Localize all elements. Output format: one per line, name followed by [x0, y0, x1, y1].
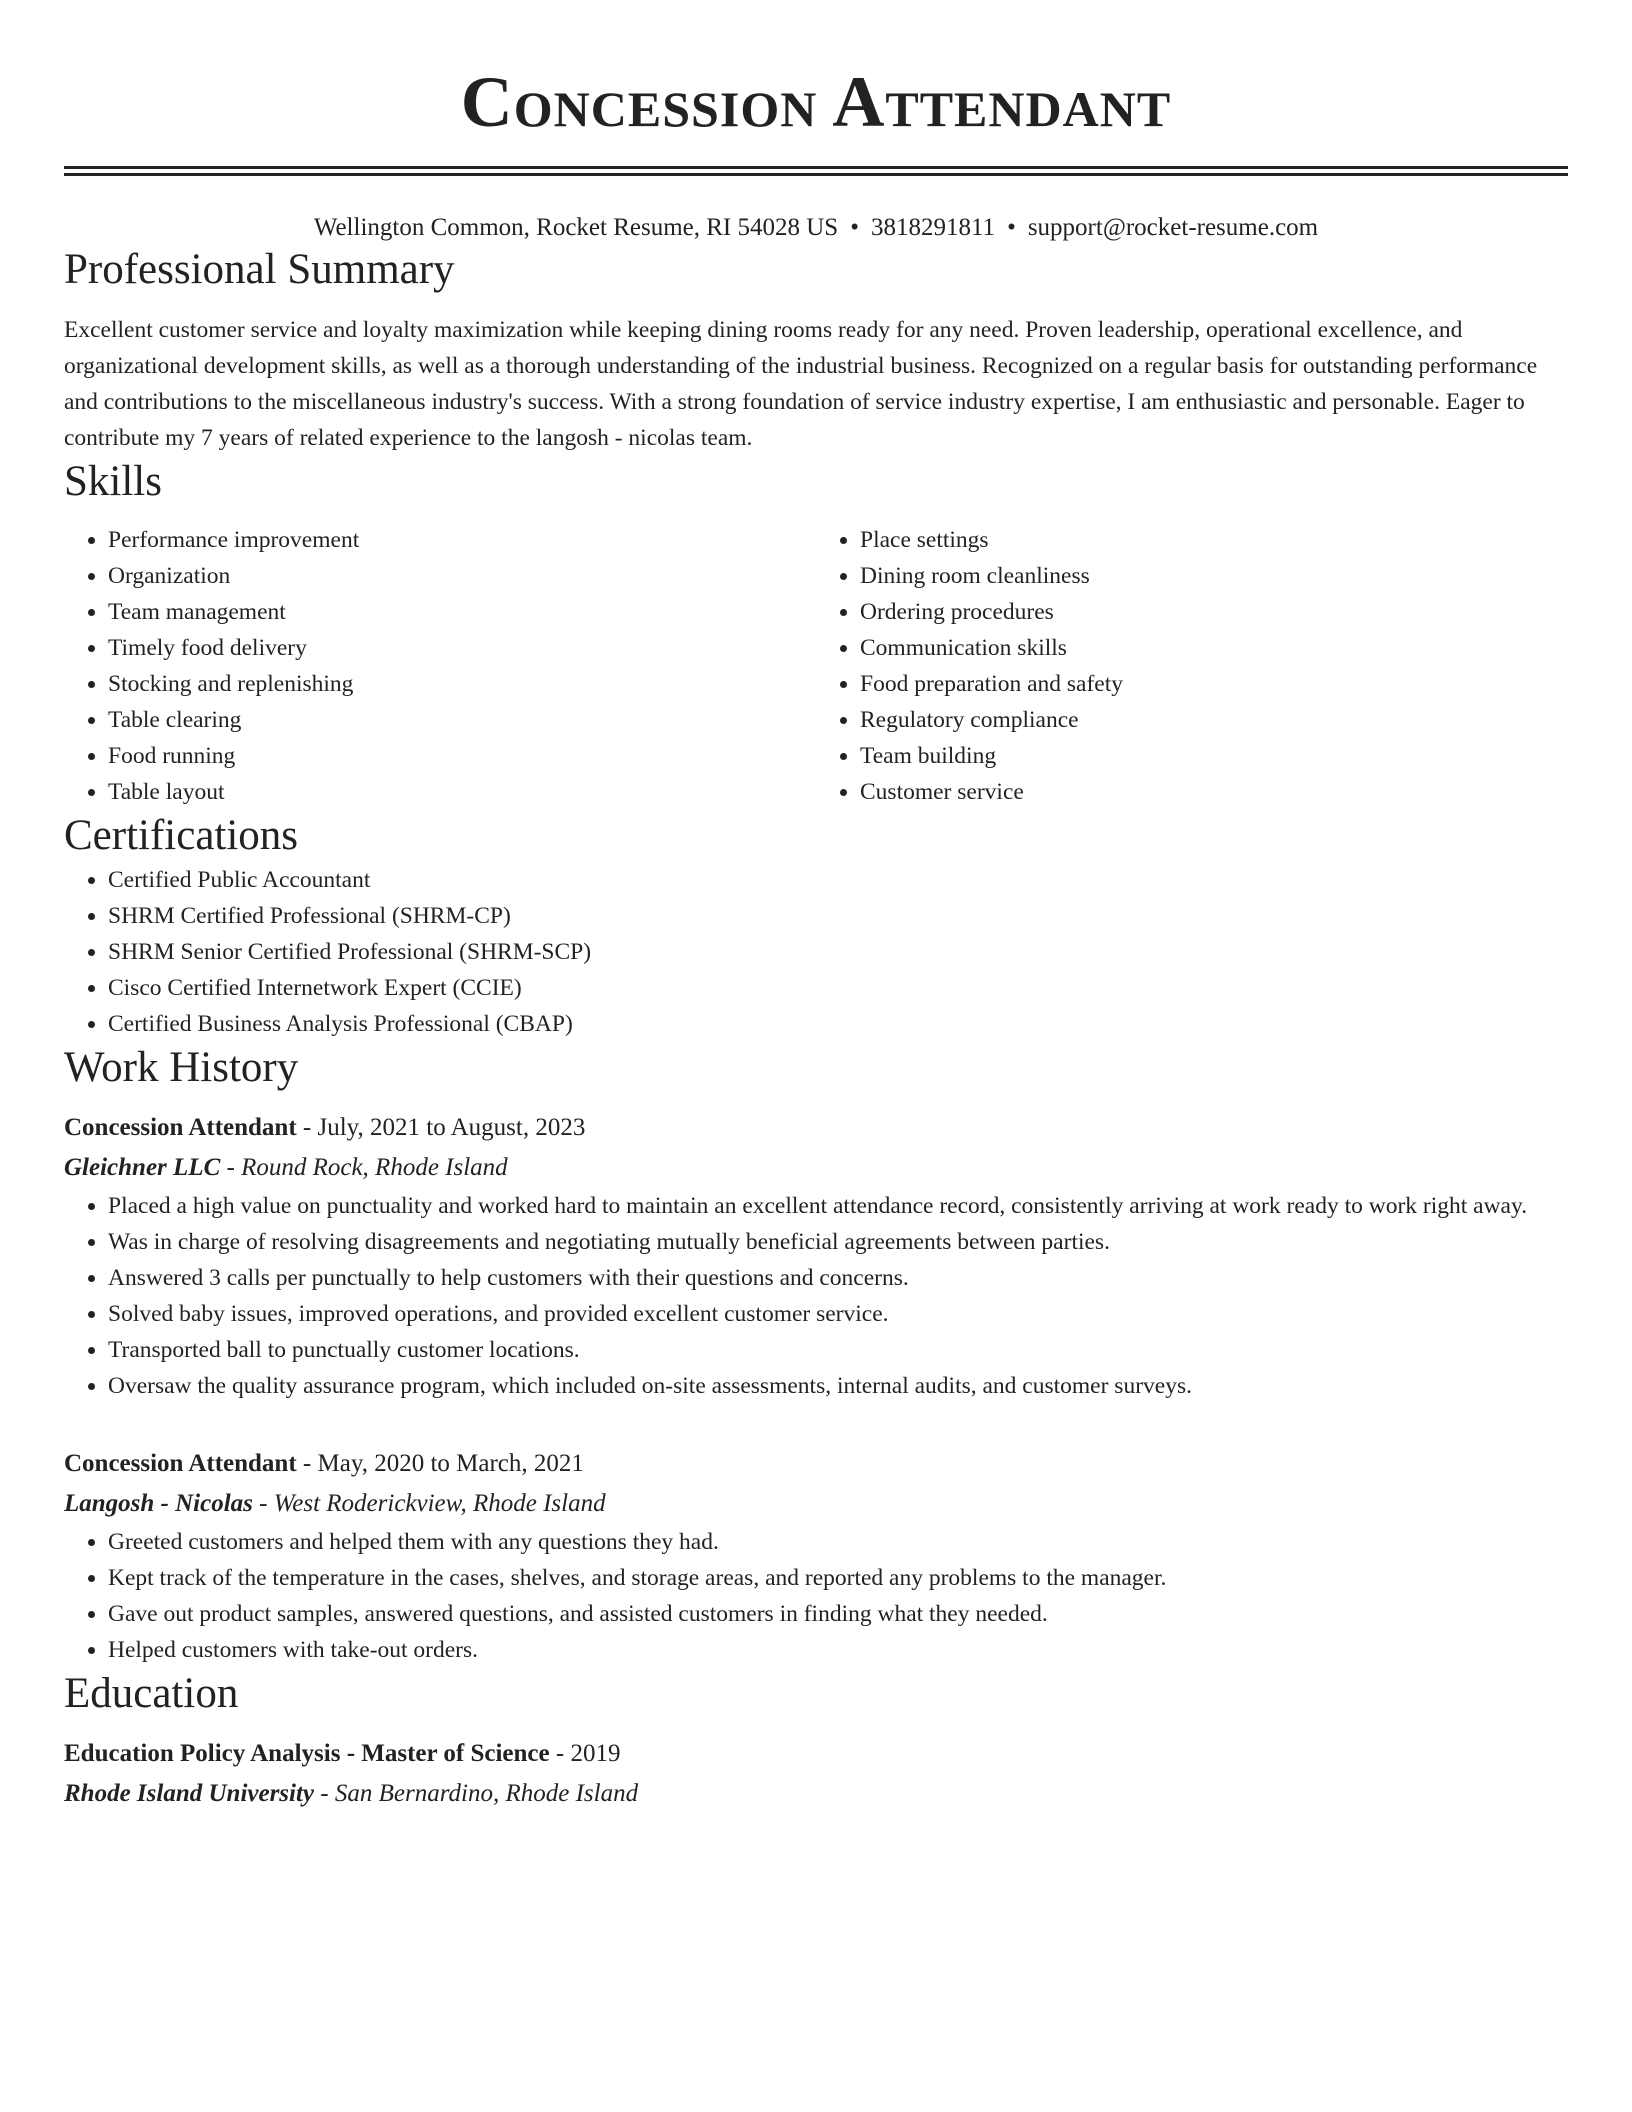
- certifications-heading: Certifications: [64, 812, 299, 859]
- skill-item: • Ordering procedures: [860, 594, 1568, 630]
- skill-item: • Team building: [860, 738, 1568, 774]
- job-location: - Round Rock, Rhode Island: [220, 1154, 508, 1181]
- job-company-line: [64, 1484, 1568, 1524]
- job-title-line: [64, 1444, 1568, 1484]
- skills-right-list: [816, 522, 1568, 810]
- certifications-list: [64, 862, 1568, 1042]
- contact-phone[interactable]: 3818291811: [870, 214, 996, 241]
- skill-item: • Dining room cleanliness: [860, 558, 1568, 594]
- skill-item: • Food preparation and safety: [860, 666, 1568, 702]
- certification-item: • Certified Business Analysis Professional (CBAP): [108, 1006, 1568, 1042]
- skill-item: • Table layout: [108, 774, 816, 810]
- job-duty: • Gave out product samples, answered questions, and assisted customers in finding what they needed.: [108, 1596, 1568, 1632]
- job-duty: • Was in charge of resolving disagreements and negotiating mutually beneficial agreements between parties.: [108, 1224, 1568, 1260]
- job-role: Concession Attendant: [64, 1450, 297, 1477]
- education-school: Rhode Island University: [64, 1780, 315, 1807]
- skill-item: • Customer service: [860, 774, 1568, 810]
- summary-text: Excellent customer service and loyalty maximization while keeping dining rooms ready for any need. Proven leadership, operational excellence, and organizational development skills, as well as a thorough understanding of the industrial business. Recognized on a regular basis for outstanding performance and contributions to the miscellaneous industry's success. With a strong foundation of service industry expertise, I am enthusiastic and personable. Eager to contribute my 7 years of related experience to the langosh - nicolas team.: [64, 317, 1538, 451]
- job-duty: • Helped customers with take-out orders.: [108, 1632, 1568, 1668]
- education-heading: Education: [64, 1670, 239, 1717]
- job-duty: • Transported ball to punctually customer locations.: [108, 1332, 1568, 1368]
- skill-item: • Timely food delivery: [108, 630, 816, 666]
- job-dates: - July, 2021 to August, 2023: [296, 1114, 586, 1141]
- skill-item: • Organization: [108, 558, 816, 594]
- candidate-name: Concession Attendant: [460, 62, 1172, 142]
- job-dates: - May, 2020 to March, 2021: [296, 1450, 584, 1477]
- contact-separator: •: [1007, 214, 1016, 241]
- education-degree: Education Policy Analysis - Master of Science: [64, 1740, 550, 1767]
- skill-item: • Regulatory compliance: [860, 702, 1568, 738]
- summary-heading: Professional Summary: [64, 246, 455, 293]
- job-title-line: [64, 1108, 1568, 1148]
- certification-item: • Certified Public Accountant: [108, 862, 1568, 898]
- skill-item: • Team management: [108, 594, 816, 630]
- job-duties-list: [64, 1524, 1568, 1668]
- contact-line: [64, 212, 1568, 244]
- header-divider: [64, 166, 1568, 176]
- education-degree-line: [64, 1734, 1568, 1774]
- education-year: - 2019: [549, 1740, 621, 1767]
- job-entry: [64, 1444, 1568, 1668]
- certification-item: • SHRM Senior Certified Professional (SHRM-SCP): [108, 934, 1568, 970]
- contact-separator: •: [850, 214, 859, 241]
- job-duty: • Answered 3 calls per punctually to help customers with their questions and concerns.: [108, 1260, 1568, 1296]
- job-duty: • Oversaw the quality assurance program, which included on-site assessments, internal audits, and customer surveys.: [108, 1368, 1568, 1404]
- job-duties-list: [64, 1188, 1568, 1404]
- skills-columns: [64, 522, 1568, 810]
- contact-address: Wellington Common, Rocket Resume, RI 54028 US: [313, 214, 839, 241]
- skill-item: • Stocking and replenishing: [108, 666, 816, 702]
- certification-item: • Cisco Certified Internetwork Expert (CCIE): [108, 970, 1568, 1006]
- skill-item: • Place settings: [860, 522, 1568, 558]
- job-duty: • Solved baby issues, improved operations, and provided excellent customer service.: [108, 1296, 1568, 1332]
- job-duty: • Kept track of the temperature in the cases, shelves, and storage areas, and reported any problems to the manager.: [108, 1560, 1568, 1596]
- skill-item: • Communication skills: [860, 630, 1568, 666]
- job-duty: • Greeted customers and helped them with any questions they had.: [108, 1524, 1568, 1560]
- job-location: - West Roderickview, Rhode Island: [252, 1490, 606, 1517]
- contact-email[interactable]: support@rocket-resume.com: [1027, 214, 1319, 241]
- job-entry: [64, 1108, 1568, 1404]
- education-school-line: [64, 1774, 1568, 1814]
- job-company: Gleichner LLC: [64, 1154, 221, 1181]
- certification-item: • SHRM Certified Professional (SHRM-CP): [108, 898, 1568, 934]
- skills-left-list: [64, 522, 816, 810]
- work-history-heading: Work History: [64, 1044, 299, 1091]
- education-location: - San Bernardino, Rhode Island: [314, 1780, 639, 1807]
- skills-heading: Skills: [64, 458, 162, 505]
- job-duty: • Placed a high value on punctuality and worked hard to maintain an excellent attendance record, consistently arriving at work ready to work right away.: [108, 1188, 1568, 1224]
- skill-item: • Food running: [108, 738, 816, 774]
- skill-item: • Table clearing: [108, 702, 816, 738]
- job-company: Langosh - Nicolas: [64, 1490, 253, 1517]
- job-role: Concession Attendant: [64, 1114, 297, 1141]
- job-company-line: [64, 1148, 1568, 1188]
- skill-item: • Performance improvement: [108, 522, 816, 558]
